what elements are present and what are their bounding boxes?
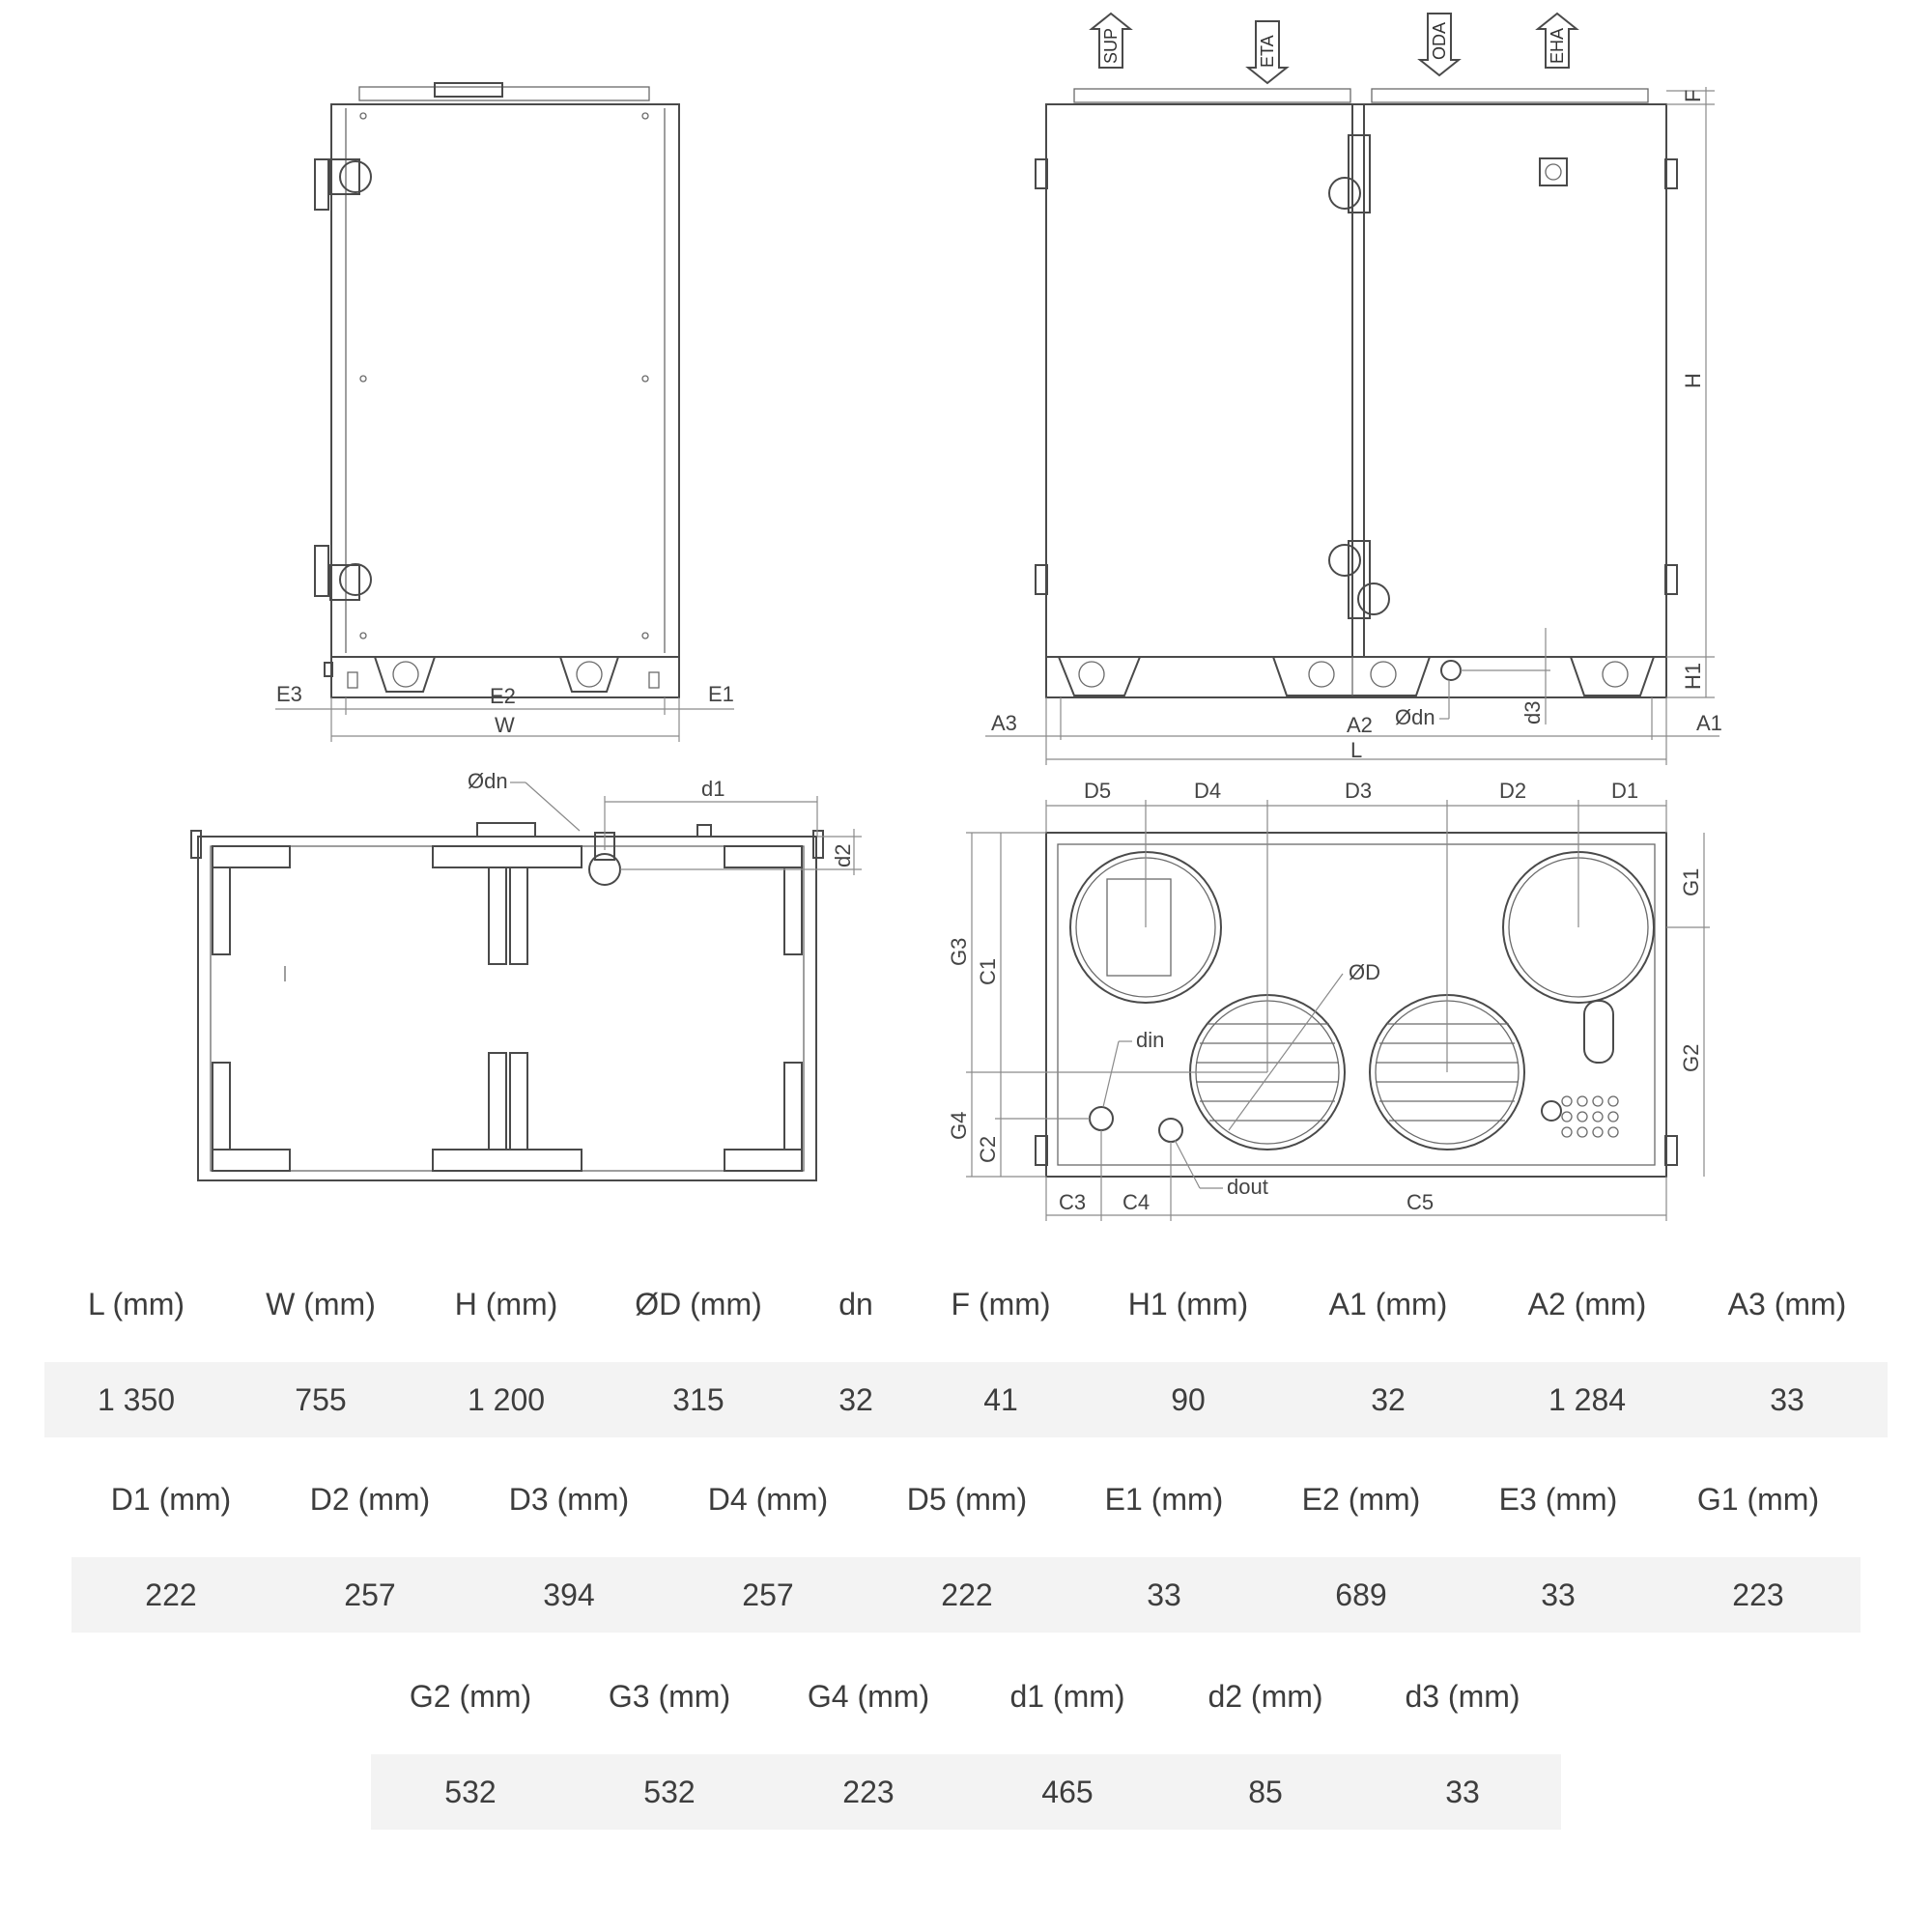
table-cell: 1 350 bbox=[97, 1381, 176, 1417]
label-C2: C2 bbox=[976, 1135, 1000, 1163]
label-A2: A2 bbox=[1347, 713, 1373, 737]
table-cell: 222 bbox=[941, 1577, 993, 1612]
dimension-table-row-2 bbox=[71, 1453, 1861, 1633]
table-header: G2 (mm) bbox=[409, 1678, 532, 1714]
table-cell: 394 bbox=[543, 1577, 595, 1612]
table-cell: 33 bbox=[1541, 1577, 1576, 1612]
label-L: L bbox=[1350, 738, 1363, 762]
switch-icon bbox=[1540, 158, 1567, 185]
table-header: G4 (mm) bbox=[807, 1678, 930, 1714]
arrow-up-icon bbox=[1538, 14, 1577, 68]
back-view bbox=[947, 779, 1710, 1221]
table-cell: 33 bbox=[1770, 1381, 1804, 1417]
label-G3: G3 bbox=[947, 937, 971, 966]
table-header: D1 (mm) bbox=[110, 1481, 232, 1517]
table-header: A2 (mm) bbox=[1527, 1286, 1647, 1321]
label-Ødn: Ødn bbox=[1395, 705, 1435, 729]
front-view bbox=[985, 14, 1722, 765]
table-cell: 85 bbox=[1248, 1774, 1283, 1809]
label-E3: E3 bbox=[276, 682, 302, 706]
label-G4: G4 bbox=[947, 1111, 971, 1140]
label-H1: H1 bbox=[1681, 662, 1705, 690]
top-view bbox=[191, 769, 862, 1180]
table-cell: 33 bbox=[1147, 1577, 1181, 1612]
arrow-down-icon bbox=[1420, 14, 1459, 75]
side-view bbox=[275, 83, 734, 742]
hinge-icon bbox=[1329, 541, 1389, 618]
table-header: D5 (mm) bbox=[906, 1481, 1028, 1517]
table-header: D4 (mm) bbox=[707, 1481, 829, 1517]
label-G1: G1 bbox=[1679, 867, 1703, 896]
table-cell: 465 bbox=[1041, 1774, 1094, 1809]
label-D2: D2 bbox=[1499, 779, 1527, 803]
arrow-up-icon bbox=[1092, 14, 1130, 68]
label-E1: E1 bbox=[708, 682, 734, 706]
table-header: F (mm) bbox=[951, 1286, 1051, 1321]
table-cell: 755 bbox=[295, 1381, 347, 1417]
table-header: E1 (mm) bbox=[1104, 1481, 1224, 1517]
table-header: E3 (mm) bbox=[1498, 1481, 1618, 1517]
label-d2: d2 bbox=[831, 843, 855, 867]
table-header: d3 (mm) bbox=[1405, 1678, 1520, 1714]
airflow-label-eha: EHA bbox=[1548, 27, 1567, 64]
label-Ødn: Ødn bbox=[468, 769, 508, 793]
table-cell: 257 bbox=[742, 1577, 794, 1612]
label-D5: D5 bbox=[1084, 779, 1112, 803]
label-C1: C1 bbox=[976, 957, 1000, 985]
table-header: D3 (mm) bbox=[508, 1481, 630, 1517]
table-header: ØD (mm) bbox=[635, 1286, 762, 1321]
table-header: L (mm) bbox=[87, 1286, 185, 1321]
label-D1: D1 bbox=[1611, 779, 1639, 803]
airflow-label-oda: ODA bbox=[1430, 21, 1449, 60]
label-C4: C4 bbox=[1122, 1190, 1151, 1214]
table-header: A3 (mm) bbox=[1727, 1286, 1847, 1321]
table-cell: 1 284 bbox=[1548, 1381, 1627, 1417]
table-cell: 90 bbox=[1171, 1381, 1206, 1417]
label-dout: dout bbox=[1227, 1175, 1268, 1199]
table-header: E2 (mm) bbox=[1301, 1481, 1421, 1517]
airflow-label-eta: ETA bbox=[1258, 35, 1277, 68]
table-cell: 32 bbox=[1371, 1381, 1406, 1417]
table-cell: 532 bbox=[444, 1774, 497, 1809]
hinge-icon bbox=[315, 546, 371, 600]
table-cell: 223 bbox=[842, 1774, 895, 1809]
hinge-icon bbox=[315, 159, 371, 210]
table-header: G1 (mm) bbox=[1696, 1481, 1820, 1517]
label-C5: C5 bbox=[1406, 1190, 1435, 1214]
table-cell: 41 bbox=[983, 1381, 1018, 1417]
table-cell: 1 200 bbox=[467, 1381, 546, 1417]
table-header: H1 (mm) bbox=[1127, 1286, 1249, 1321]
table-header: W (mm) bbox=[266, 1286, 376, 1321]
table-header: d1 (mm) bbox=[1009, 1678, 1125, 1714]
table-cell: 532 bbox=[643, 1774, 696, 1809]
table-cell: 33 bbox=[1445, 1774, 1480, 1809]
label-F: F bbox=[1681, 89, 1705, 102]
table-header: D2 (mm) bbox=[309, 1481, 431, 1517]
label-D3: D3 bbox=[1345, 779, 1373, 803]
dimension-table-row-1 bbox=[44, 1258, 1888, 1437]
table-header: A1 (mm) bbox=[1328, 1286, 1448, 1321]
label-d3: d3 bbox=[1520, 700, 1545, 724]
table-cell: 315 bbox=[672, 1381, 724, 1417]
table-cell: 689 bbox=[1335, 1577, 1387, 1612]
table-header: dn bbox=[838, 1286, 873, 1321]
label-A1: A1 bbox=[1696, 711, 1722, 735]
table-cell: 222 bbox=[145, 1577, 197, 1612]
label-d1: d1 bbox=[701, 777, 725, 801]
label-H: H bbox=[1681, 373, 1705, 388]
dimension-table-row-3 bbox=[371, 1650, 1561, 1830]
table-header: G3 (mm) bbox=[608, 1678, 731, 1714]
table-header: H (mm) bbox=[454, 1286, 558, 1321]
label-ØD: ØD bbox=[1349, 960, 1380, 984]
table-cell: 32 bbox=[838, 1381, 873, 1417]
label-W: W bbox=[495, 713, 515, 737]
label-E2: E2 bbox=[490, 684, 516, 708]
table-cell: 223 bbox=[1732, 1577, 1784, 1612]
label-D4: D4 bbox=[1194, 779, 1222, 803]
table-header: d2 (mm) bbox=[1208, 1678, 1323, 1714]
label-C3: C3 bbox=[1059, 1190, 1087, 1214]
airflow-label-sup: SUP bbox=[1101, 27, 1121, 64]
label-A3: A3 bbox=[991, 711, 1017, 735]
label-din: din bbox=[1136, 1028, 1165, 1052]
table-cell: 257 bbox=[344, 1577, 396, 1612]
arrow-down-icon bbox=[1248, 21, 1287, 83]
label-G2: G2 bbox=[1679, 1043, 1703, 1072]
